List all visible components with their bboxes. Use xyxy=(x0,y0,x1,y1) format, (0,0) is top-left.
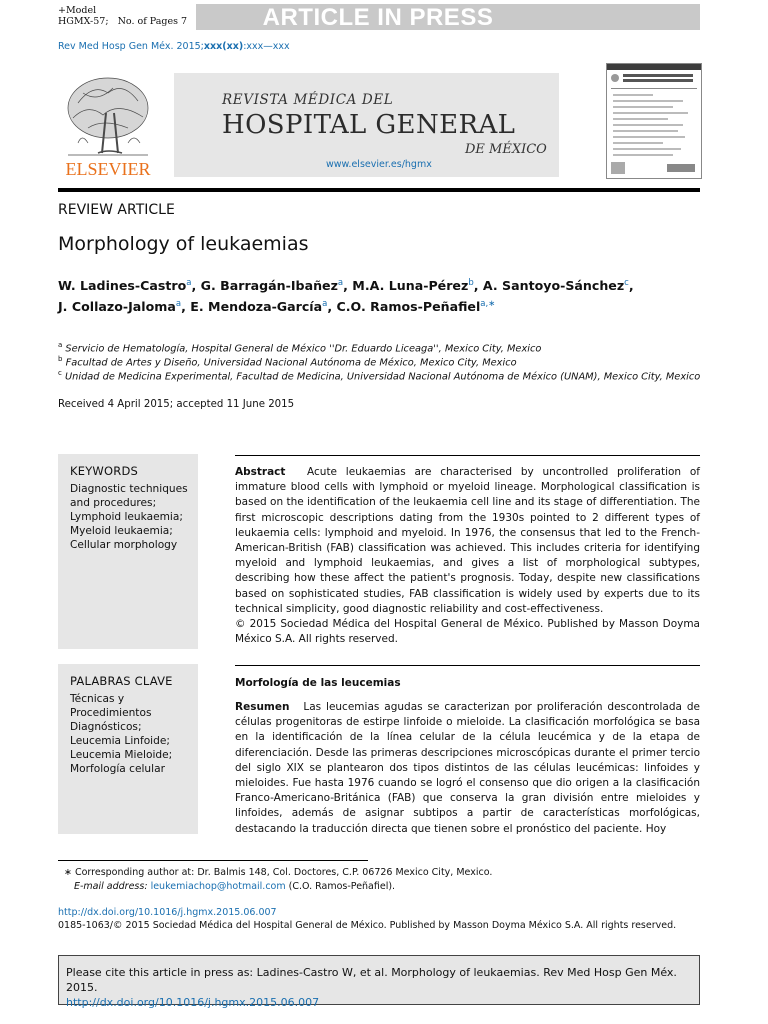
author-affil-link[interactable]: a xyxy=(186,278,192,288)
article-type: REVIEW ARTICLE xyxy=(58,202,175,218)
author-name: J. Collazo-Jaloma xyxy=(58,299,176,315)
palabra-item: Leucemia Mieloide; xyxy=(70,749,173,761)
author-affil-link[interactable]: a,∗ xyxy=(480,299,496,310)
elsevier-wordmark: ELSEVIER xyxy=(65,159,151,179)
authors-line-2: J. Collazo-Jaloma$^a$, E. Mendoza-García$^a$, C.O. Ramos-Peñafiel$^{a,∗}$ xyxy=(58,299,496,315)
journal-citation[interactable] xyxy=(58,41,290,52)
email-link[interactable]: leukemiachop@hotmail.com xyxy=(150,880,286,892)
model-code: HGMX-57; xyxy=(58,16,109,27)
resumen-block xyxy=(235,700,700,837)
journal-ref-prefix: Rev Med Hosp Gen Méx. 2015; xyxy=(58,41,204,52)
palabra-item: Diagnósticos; xyxy=(70,721,142,733)
resumen-text: Las leucemias agudas se caracterizan por proliferación descontrolada de células progenitoras de estirpe linfoide o mieloide. La clasificación morfológica se basa en la identificación de la línea celular de la célula leucémica y de la etapa de diferenciación. Desde las primeras descripciones microscópicas durante el primer tercio del siglo XIX se plantearon dos tipos distintos de las células leucémicas: linfoides y mieloides. Fue hasta 1976 cuando se logró el consenso que dio origen a la clasificación Franco-Americano-Británica (FAB) que conserva la gran división entre mieloides y linfoides, además de asignar subtipos a partir de características morfológicas, destacando la traducción directa que tienen sobre el pronóstico del paciente. Hoy xyxy=(235,701,700,835)
keyword-item: and procedures; xyxy=(70,497,157,509)
keyword-item: Diagnostic techniques xyxy=(70,483,188,495)
elsevier-tree-icon xyxy=(58,73,158,179)
author-name: E. Mendoza-García xyxy=(190,299,323,315)
cite-doi-link[interactable]: http://dx.doi.org/10.1016/j.hgmx.2015.06.007 xyxy=(66,996,320,1009)
abstract-copyright: © 2015 Sociedad Médica del Hospital General de México. Published by Masson Doyma México S.A. All rights reserved. xyxy=(235,618,700,646)
keywords-panel xyxy=(58,454,198,649)
author-affil-link[interactable]: a xyxy=(175,299,182,310)
author-affil-link[interactable]: a xyxy=(322,299,328,310)
abstract-text: Acute leukaemias are characterised by uncontrolled proliferation of immature blood cells with lymphoid or myeloid lineage. Morphological classification is based on the identification of the leukaemia cell line and its stage of differentiation. The first microscopic descriptions dating from the 1930s pointed to 2 different types of leukaemia cells: lymphoid and myeloid. In 1976, the consensus that led to the French-American-British (FAB) classification was achieved. This includes criteria for identifying myeloid and lymphoid leukaemias, and gives a list of morphological subtypes, describing how these affect the patient's prognosis. Today, despite new classifications based on sophisticated studies, FAB classification is widely used by experts due to its technical simplicity, good diagnostic reliability and cost-effectiveness. xyxy=(235,466,700,615)
elsevier-logo xyxy=(58,73,158,179)
article-title: Morphology of leukaemias xyxy=(58,233,309,255)
keyword-item: Cellular morphology xyxy=(70,539,178,551)
model-code-line xyxy=(58,16,187,27)
cite-sentence: Please cite this article in press as: Ladines-Castro W, et al. Morphology of leukaemias. Rev Med Hosp Gen Méx. 2015. xyxy=(66,966,677,994)
palabra-item: Morfología celular xyxy=(70,763,165,775)
footnote-rule xyxy=(58,860,368,861)
received-dates: Received 4 April 2015; accepted 11 June 2015 xyxy=(58,399,295,410)
author-name: G. Barragán-Ibañez xyxy=(200,278,338,294)
author-name: C.O. Ramos-Peñafiel xyxy=(336,299,481,315)
article-in-press-label: ARTICLE IN PRESS xyxy=(262,4,494,31)
model-info xyxy=(58,5,187,27)
cite-text xyxy=(66,965,696,1010)
author-affil-link[interactable]: b xyxy=(468,278,474,288)
journal-cover-thumbnail xyxy=(606,63,702,179)
cover-image-icon xyxy=(607,64,701,178)
affiliation-text: Facultad de Artes y Diseño, Universidad Nacional Autónoma de México, Mexico City, Mexico xyxy=(65,357,517,369)
author-list xyxy=(58,274,700,316)
palabra-item: Técnicas y xyxy=(70,693,125,705)
email-owner: (C.O. Ramos-Peñafiel). xyxy=(288,880,396,892)
affiliation-marker: a xyxy=(58,341,63,349)
keyword-item: Lymphoid leukaemia; xyxy=(70,511,183,523)
author-name: W. Ladines-Castro xyxy=(58,278,187,294)
resumen-label: Resumen xyxy=(235,701,290,713)
palabra-item: Procedimientos xyxy=(70,707,152,719)
journal-name-line3: DE MÉXICO xyxy=(465,142,547,157)
journal-url-link[interactable]: www.elsevier.es/hgmx xyxy=(326,159,432,170)
author-name: A. Santoyo-Sánchez xyxy=(482,278,625,294)
palabra-item: Leucemia Linfoide; xyxy=(70,735,170,747)
email-line xyxy=(64,880,492,894)
author-affil-link[interactable]: c xyxy=(624,278,629,288)
footnote-block xyxy=(64,866,492,893)
palabras-clave-title: PALABRAS CLAVE xyxy=(70,674,173,688)
keyword-item: Myeloid leukaemia; xyxy=(70,525,173,537)
page-count: No. of Pages 7 xyxy=(117,16,188,27)
journal-ref-volume: xxx(xx) xyxy=(203,41,244,52)
header-divider xyxy=(58,188,700,192)
doi-link[interactable]: http://dx.doi.org/10.1016/j.hgmx.2015.06.007 xyxy=(58,907,277,918)
keywords-title: KEYWORDS xyxy=(70,464,139,478)
palabras-clave-panel xyxy=(58,664,198,834)
affiliation-marker: c xyxy=(58,369,62,377)
affiliation-marker: b xyxy=(58,355,63,363)
resumen-rule xyxy=(235,665,700,666)
affiliation-c xyxy=(58,367,718,383)
journal-ref-suffix: :xxx—xxx xyxy=(243,41,290,52)
affiliation-text: Servicio de Hematología, Hospital General de México ''Dr. Eduardo Liceaga'', Mexico City, Mexico xyxy=(65,343,542,355)
journal-name-line1: REVISTA MÉDICA DEL xyxy=(222,92,394,108)
affiliation-text: Unidad de Medicina Experimental, Facultad de Medicina, Universidad Nacional Autónoma de México (UNAM), Mexico City, Mexico xyxy=(64,371,701,383)
email-label: E-mail address: xyxy=(74,880,148,892)
abstract-rule xyxy=(235,455,700,456)
corresponding-author: ∗ Corresponding author at: Dr. Balmis 148, Col. Doctores, C.P. 06726 Mexico City, Mexico. xyxy=(64,867,493,878)
journal-name-line2: HOSPITAL GENERAL xyxy=(222,110,516,140)
model-label: +Model xyxy=(58,5,97,16)
abstract-label: Abstract xyxy=(235,466,286,478)
issn-copyright: 0185-1063/© 2015 Sociedad Médica del Hospital General de México. Published by Masson Doyma México S.A. All rights reserved. xyxy=(58,920,677,931)
resumen-title: Morfología de las leucemias xyxy=(235,677,401,689)
authors-line-1: W. Ladines-Castro$^a$, G. Barragán-Ibañez$^a$, M.A. Luna-Pérez$^b$, A. Santoyo-Sánchez$^c$, xyxy=(58,278,634,294)
author-affil-link[interactable]: a xyxy=(337,278,344,288)
author-name: M.A. Luna-Pérez xyxy=(352,278,469,294)
abstract-block xyxy=(235,465,700,647)
